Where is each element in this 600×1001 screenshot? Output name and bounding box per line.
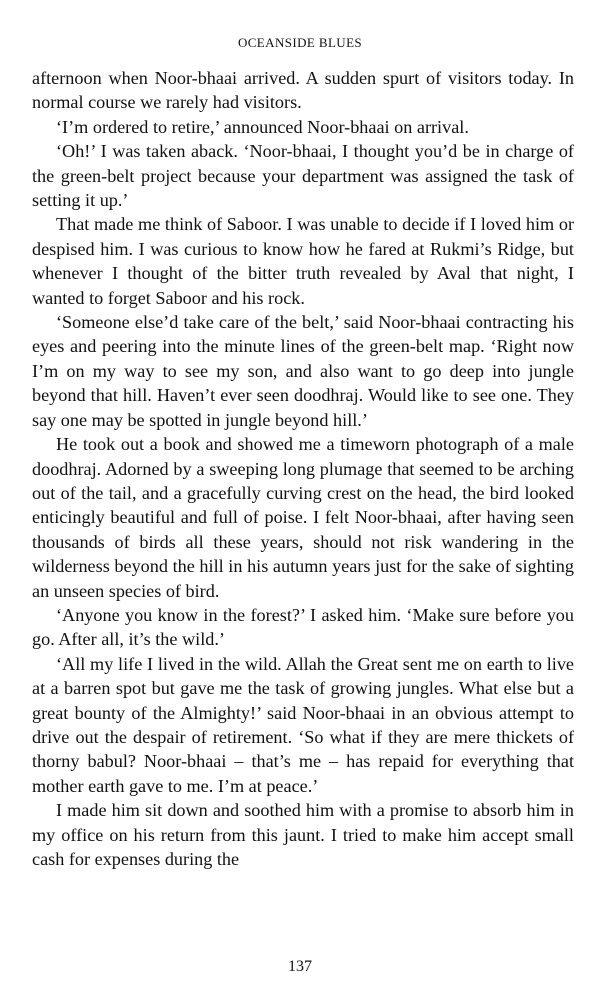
paragraph-3: ‘Oh!’ I was taken aback. ‘Noor-bhaai, I thought you’d be in charge of the green-belt project because your department was assigned the task of setting it up.’	[32, 141, 574, 211]
body-text	[32, 66, 574, 871]
paragraph-5: ‘Someone else’d take care of the belt,’ said Noor-bhaai contracting his eyes and peering into the minute lines of the green-belt map. ‘Right now I’m on my way to see my son, and also want to go deep into jungle beyond that hill. Haven’t ever seen doodhraj. Would like to see one. They say one may be spotted in jungle beyond hill.’	[32, 312, 574, 430]
paragraph-2: ‘I’m ordered to retire,’ announced Noor-bhaai on arrival.	[56, 116, 469, 137]
paragraph-7: ‘Anyone you know in the forest?’ I asked him. ‘Make sure before you go. After all, it’s the wild.’	[32, 604, 574, 650]
paragraph-4: That made me think of Saboor. I was unable to decide if I loved him or despised him. I was curious to know how he fared at Rukmi’s Ridge, but whenever I thought of the bitter truth revealed by Aval that night, I wanted to forget Saboor and his rock.	[32, 214, 574, 308]
paragraph-9: I made him sit down and soothed him with a promise to absorb him in my office on his return from this jaunt. I tried to make him accept small cash for expenses during the	[32, 800, 574, 869]
page-number: 137	[288, 958, 312, 975]
paragraph-1: afternoon when Noor-bhaai arrived. A sudden spurt of visitors today. In normal course we rarely had visitors.	[32, 68, 574, 113]
running-head: OCEANSIDE BLUES	[237, 35, 363, 50]
paragraph-6: He took out a book and showed me a timeworn photograph of a male doodhraj. Adorned by a sweeping long plumage that seemed to be arching out of the tail, and a gracefully curving crest on the head, the bird looked enticingly beautiful and full of poise. I felt Noor-bhaai, after having seen thousands of birds all these years, should not risk wandering in the wilderness beyond the hill in his autumn years just for the sake of sighting an unseen species of bird.	[32, 434, 574, 601]
paragraph-8: ‘All my life I lived in the wild. Allah the Great sent me on earth to live at a barren spot but gave me the task of growing jungles. What else but a great bounty of the Almighty!’ said Noor-bhaai in an obvious attempt to drive out the despair of retirement. ‘So what if they are mere thickets of thorny babul? Noor-bhaai – that’s me – has repaid for everything that mother earth gave to me. I’m at peace.’	[32, 653, 574, 796]
